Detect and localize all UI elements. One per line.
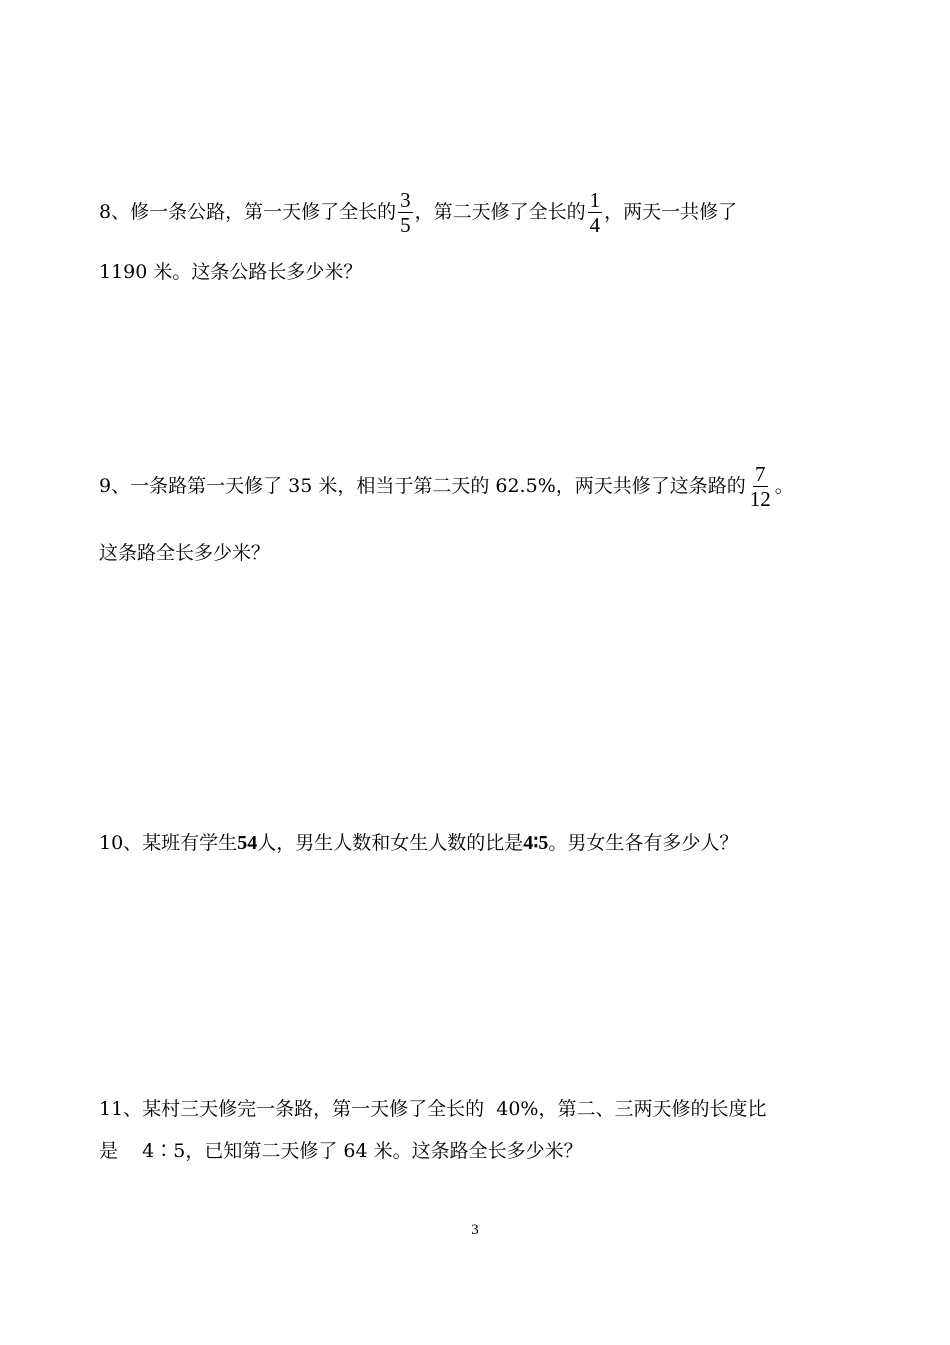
- fraction-3-5: [398, 188, 413, 237]
- ratio-value: 4∶5: [523, 831, 549, 854]
- problem-10-text-c: 人，男生人数和女生人数的比是: [257, 831, 524, 854]
- problem-9-line-2: [99, 523, 270, 583]
- problem-8-text-line-2: 1190 米。这条公路长多少米？: [99, 260, 363, 283]
- problem-10-line-1: [99, 813, 738, 873]
- problem-9-text-line-2: 这条路全长多少米？: [99, 541, 271, 564]
- problem-8-text-b: ，第二天修了全长的: [414, 200, 586, 223]
- problem-10-text-a: 10、某班有学生: [99, 831, 238, 854]
- fraction-numerator: 7: [755, 461, 766, 486]
- problem-10-text-e: 。男女生各有多少人？: [548, 831, 739, 854]
- fraction-numerator: 1: [589, 187, 601, 212]
- fraction-denominator: 5: [400, 212, 411, 237]
- page-number: 3: [471, 1222, 479, 1238]
- fraction-denominator: 12: [749, 486, 771, 511]
- fraction-1-4: [588, 188, 603, 237]
- problem-11-text-line-1: 11、某村三天修完一条路，第一天修了全长的 40%，第二、三两天修的长度比: [99, 1097, 767, 1120]
- problem-11-text-line-2: 是 4∶5，已知第二天修了 64 米。这条路全长多少米？: [99, 1139, 583, 1162]
- problem-8-line-1: [99, 182, 737, 242]
- problem-8-text-c: ，两天一共修了: [604, 200, 738, 223]
- fraction-numerator: 3: [400, 187, 411, 212]
- problem-11-line-2: [99, 1121, 583, 1181]
- student-count: 54: [237, 831, 258, 854]
- problem-8-line-2: [99, 242, 362, 302]
- fraction-denominator: 4: [589, 212, 601, 237]
- problem-9-text-a: 9、一条路第一天修了 35 米，相当于第二天的 62.5%，两天共修了这条路的: [99, 474, 746, 497]
- problem-9-line-1: [99, 456, 794, 516]
- problem-9-text-b: 。: [774, 474, 794, 497]
- problem-8-text-a: 8、修一条公路，第一天修了全长的: [99, 200, 397, 223]
- fraction-7-12: [748, 462, 773, 511]
